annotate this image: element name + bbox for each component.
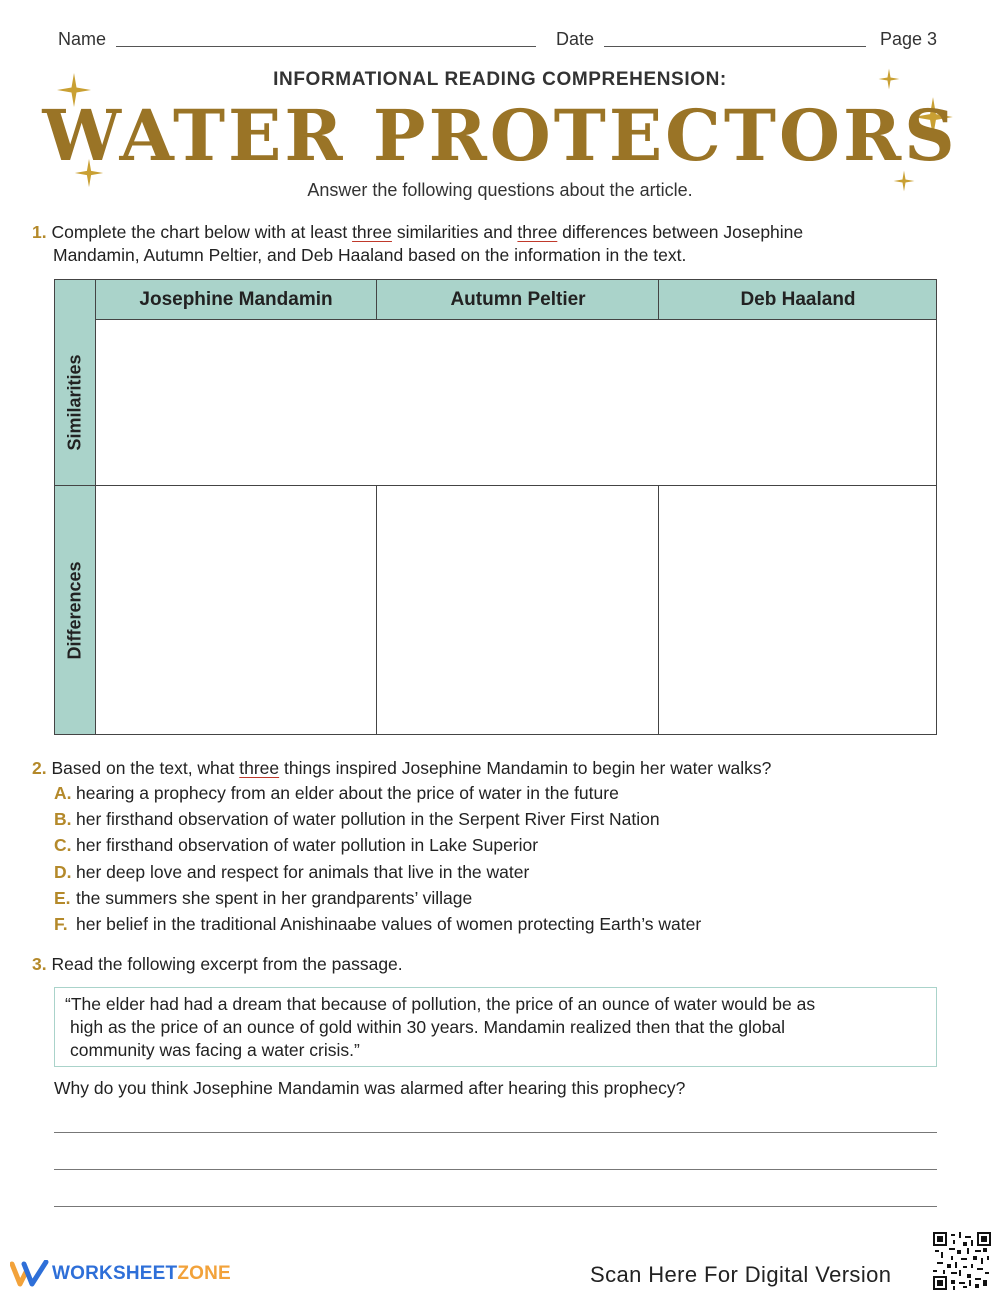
row-label: Differences — [64, 560, 85, 660]
question-3-prompt: Why do you think Josephine Mandamin was alarmed after hearing this prophecy? — [54, 1078, 686, 1098]
question-number: 3. — [32, 954, 47, 974]
scan-label: Scan Here For Digital Version — [590, 1262, 892, 1287]
question-text: differences between Josephine — [557, 222, 804, 242]
name-line[interactable] — [116, 46, 536, 47]
instructions: Answer the following questions about the article. — [307, 180, 693, 200]
question-number: 2. — [32, 758, 47, 778]
option-letter: C. — [54, 835, 72, 855]
divider — [658, 280, 659, 319]
option-text: her deep love and respect for animals that live in the water — [76, 862, 530, 882]
question-number: 1. — [32, 222, 47, 242]
option-letter: A. — [54, 783, 72, 803]
brand-name: WORKSHEET — [52, 1263, 178, 1284]
option-letter: E. — [54, 888, 71, 908]
divider — [376, 280, 377, 319]
column-header: Deb Haaland — [740, 289, 856, 310]
question-3 — [32, 953, 972, 976]
qr-code-icon[interactable] — [933, 1232, 991, 1290]
excerpt-line: high as the price of an ounce of gold within 30 years. Mandamin realized then that the global — [70, 1017, 786, 1037]
page-number: Page 3 — [880, 29, 938, 49]
answer-option-c[interactable] — [54, 835, 538, 856]
excerpt-box — [54, 987, 937, 1067]
divider — [658, 485, 659, 735]
row-label: Similarities — [64, 354, 85, 451]
answer-option-d[interactable] — [54, 862, 529, 883]
answer-line[interactable] — [54, 1169, 937, 1170]
excerpt-line: community was facing a water crisis.” — [70, 1040, 360, 1060]
question-text: Complete the chart below with at least — [51, 222, 353, 242]
answer-line[interactable] — [54, 1132, 937, 1133]
question-text: similarities and — [391, 222, 518, 242]
answer-option-b[interactable] — [54, 809, 660, 830]
worksheet-zone-logo[interactable] — [10, 1260, 231, 1288]
question-1 — [32, 221, 972, 267]
differences-cell[interactable] — [96, 486, 376, 734]
question-text: Mandamin, Autumn Peltier, and Deb Haaland based on the information in the text. — [53, 245, 687, 265]
worksheet-subtitle: INFORMATIONAL READING COMPREHENSION: — [273, 69, 727, 90]
comparison-chart — [54, 279, 937, 735]
excerpt-line: “The elder had had a dream that because of pollution, the price of an ounce of water would be as — [65, 994, 816, 1014]
question-text: Based on the text, what — [51, 758, 240, 778]
option-letter: B. — [54, 809, 72, 829]
option-text: her firsthand observation of water pollution in Lake Superior — [76, 835, 539, 855]
date-line[interactable] — [604, 46, 866, 47]
worksheet-title: WATER PROTECTORS — [42, 94, 958, 177]
question-2 — [32, 757, 972, 780]
emphasis-word: three — [352, 222, 392, 242]
emphasis-word: three — [517, 222, 558, 242]
answer-option-a[interactable] — [54, 783, 619, 804]
divider — [376, 485, 377, 735]
differences-cell[interactable] — [660, 486, 936, 734]
option-letter: D. — [54, 862, 72, 882]
name-label: Name — [58, 29, 107, 49]
option-text: her belief in the traditional Anishinaabe values of women protecting Earth’s water — [76, 914, 702, 934]
column-header: Josephine Mandamin — [139, 289, 333, 310]
differences-cell[interactable] — [378, 486, 658, 734]
answer-line[interactable] — [54, 1206, 937, 1207]
option-text: her firsthand observation of water pollution in the Serpent River First Nation — [76, 809, 660, 829]
answer-option-f[interactable] — [54, 914, 701, 935]
option-letter: F. — [54, 914, 68, 934]
row-header — [55, 320, 95, 485]
row-header — [55, 486, 95, 734]
option-text: the summers she spent in her grandparents’ village — [76, 888, 473, 908]
date-label: Date — [556, 29, 595, 49]
answer-option-e[interactable] — [54, 888, 472, 909]
similarities-cell[interactable] — [96, 320, 936, 484]
question-text: Read the following excerpt from the passage. — [51, 954, 403, 974]
column-header: Autumn Peltier — [450, 289, 586, 310]
option-text: hearing a prophecy from an elder about the price of water in the future — [76, 783, 619, 803]
w-logo-icon — [10, 1260, 50, 1288]
brand-name: ZONE — [177, 1263, 231, 1284]
question-text: things inspired Josephine Mandamin to begin her water walks? — [279, 758, 772, 778]
emphasis-word: three — [239, 758, 280, 778]
